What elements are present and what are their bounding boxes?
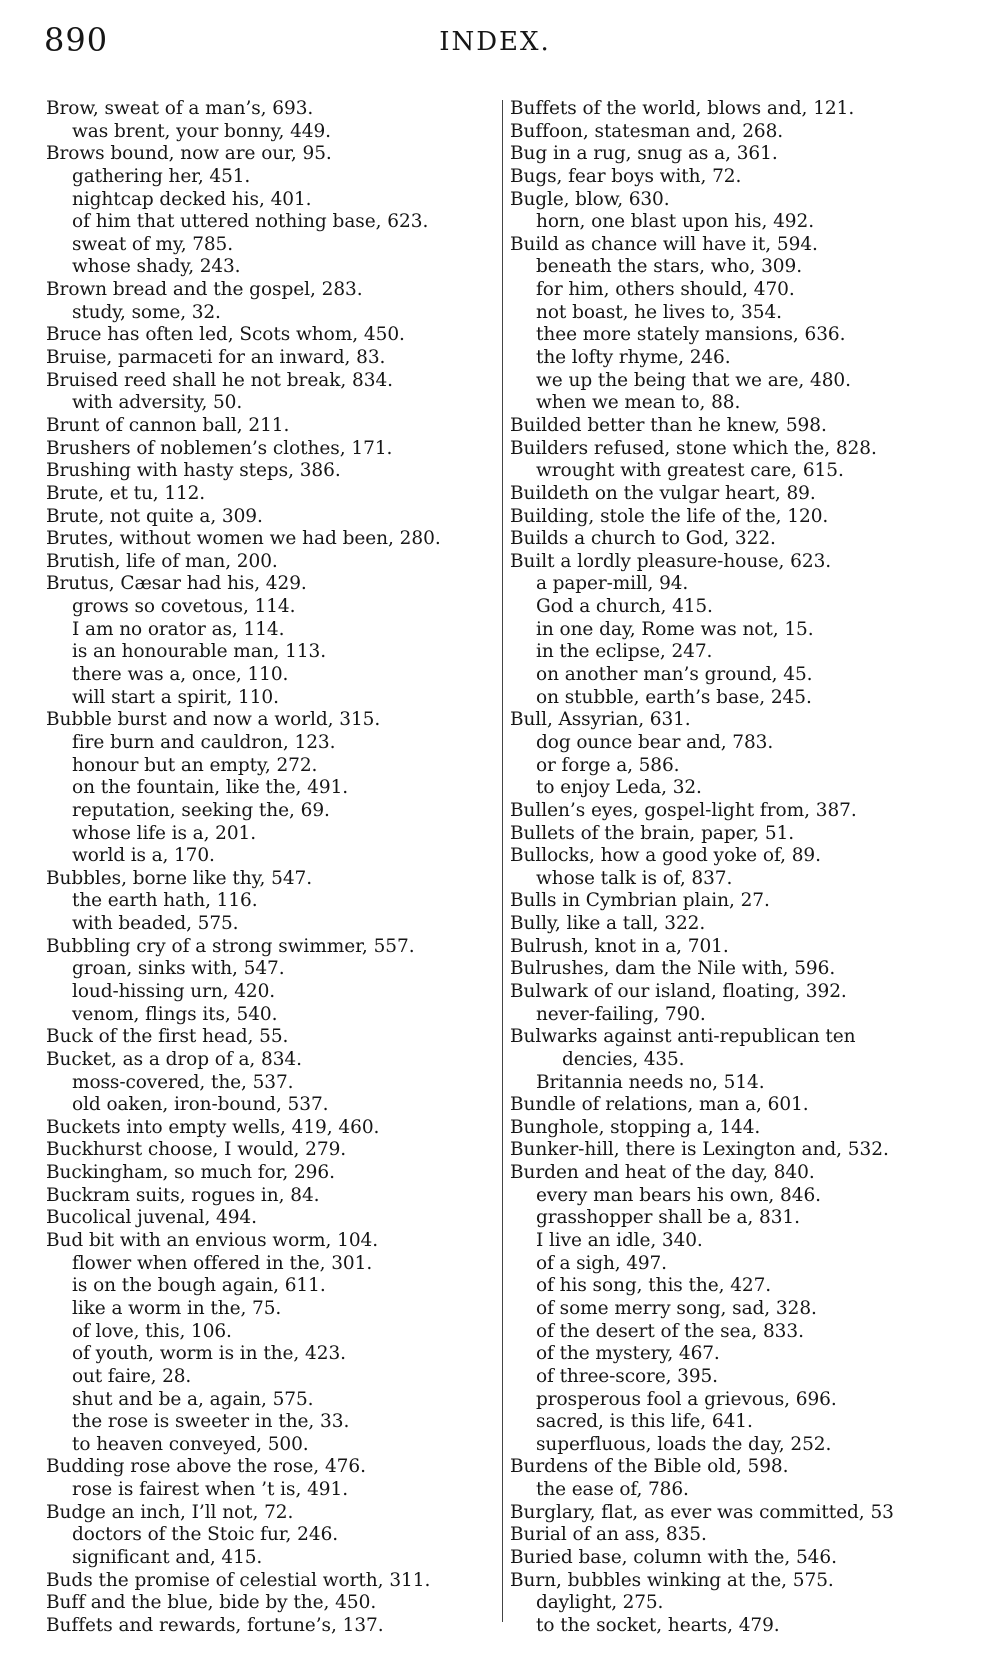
index-entry: Brunt of cannon ball, 211. [46, 414, 290, 436]
index-subentry: wrought with greatest care, 615. [536, 460, 844, 482]
index-subentry: old oaken, iron-bound, 537. [72, 1094, 329, 1116]
index-subentry: for him, others should, 470. [536, 279, 795, 301]
index-subentry: I am no orator as, 114. [72, 618, 285, 640]
index-subentry: in the eclipse, 247. [536, 641, 713, 663]
index-subentry: I live an idle, 340. [536, 1230, 703, 1252]
index-entry: Buckets into empty wells, 419, 460. [46, 1116, 380, 1138]
index-entry: Brushing with hasty steps, 386. [46, 460, 341, 482]
index-entry: Brown bread and the gospel, 283. [46, 279, 363, 301]
index-subentry: superfluous, loads the day, 252. [536, 1433, 832, 1455]
column-divider [502, 100, 503, 1622]
index-entry: Brutish, life of man, 200. [46, 550, 278, 572]
index-subentry: rose is fairest when ’t is, 491. [72, 1479, 349, 1501]
index-subentry: of three-score, 395. [536, 1365, 718, 1387]
index-subentry: out faire, 28. [72, 1365, 192, 1387]
index-subentry: reputation, seeking the, 69. [72, 799, 330, 821]
index-entry: Bucket, as a drop of a, 834. [46, 1048, 302, 1070]
index-subentry: world is a, 170. [72, 845, 215, 867]
index-entry: Buckram suits, rogues in, 84. [46, 1184, 320, 1206]
index-entry: Bubble burst and now a world, 315. [46, 709, 381, 731]
index-subentry: grows so covetous, 114. [72, 596, 296, 618]
index-subentry: of the mystery, 467. [536, 1343, 720, 1365]
page-number: 890 [44, 21, 109, 59]
index-subentry: grasshopper shall be a, 831. [536, 1207, 800, 1229]
index-entry: Bubbling cry of a strong swimmer, 557. [46, 935, 415, 957]
index-entry: Bugs, fear boys with, 72. [510, 165, 742, 187]
index-entry: Bruise, parmaceti for an inward, 83. [46, 347, 386, 369]
index-subentry: God a church, 415. [536, 596, 713, 618]
index-entry: Bugle, blow, 630. [510, 188, 670, 210]
index-column-left [46, 98, 504, 1638]
index-subentry: fire burn and cauldron, 123. [72, 731, 336, 753]
index-subentry: Britannia needs no, 514. [536, 1071, 765, 1093]
index-entry: Bubbles, borne like thy, 547. [46, 867, 313, 889]
index-subentry: on another man’s ground, 45. [536, 664, 813, 686]
index-subentry: prosperous fool a grievous, 696. [536, 1388, 837, 1410]
index-subentry: honour but an empty, 272. [72, 754, 318, 776]
index-subentry: was brent, your bonny, 449. [72, 120, 331, 142]
index-subentry: will start a spirit, 110. [72, 686, 279, 708]
index-entry: Budding rose above the rose, 476. [46, 1456, 366, 1478]
index-entry: Buckingham, so much for, 296. [46, 1162, 335, 1184]
index-entry: Bullen’s eyes, gospel-light from, 387. [510, 799, 857, 821]
index-subentry: to heaven conveyed, 500. [72, 1433, 309, 1455]
index-entry: Buffets and rewards, fortune’s, 137. [46, 1614, 384, 1636]
index-subentry: the rose is sweeter in the, 33. [72, 1411, 350, 1433]
index-subentry: with adversity, 50. [72, 392, 243, 414]
running-title: INDEX. [439, 27, 551, 57]
index-subentry: never-failing, 790. [536, 1003, 706, 1025]
index-subentry: a paper-mill, 94. [536, 573, 689, 595]
index-subentry: to the socket, hearts, 479. [536, 1614, 780, 1636]
index-subentry: dencies, 435. [562, 1048, 685, 1070]
index-entry: Brows bound, now are our, 95. [46, 143, 332, 165]
index-subentry: whose life is a, 201. [72, 822, 256, 844]
index-subentry: is on the bough again, 611. [72, 1275, 326, 1297]
index-entry: Bud bit with an envious worm, 104. [46, 1230, 379, 1252]
index-subentry: there was a, once, 110. [72, 664, 289, 686]
index-subentry: thee more stately mansions, 636. [536, 324, 846, 346]
index-entry: Brute, not quite a, 309. [46, 505, 263, 527]
page-header [44, 20, 946, 66]
index-subentry: venom, flings its, 540. [72, 1003, 278, 1025]
index-entry: Builders refused, stone which the, 828. [510, 437, 877, 459]
index-entry: Burglary, flat, as ever was committed, 53 [510, 1501, 894, 1523]
index-subentry: significant and, 415. [72, 1547, 263, 1568]
index-subentry: horn, one blast upon his, 492. [536, 211, 815, 233]
index-entry: Bulrush, knot in a, 701. [510, 935, 729, 957]
index-subentry: sacred, is this life, 641. [536, 1411, 753, 1433]
index-entry: Built a lordly pleasure-house, 623. [510, 550, 832, 572]
index-subentry: to enjoy Leda, 32. [536, 777, 702, 799]
index-entry: Buckhurst choose, I would, 279. [46, 1139, 347, 1161]
index-entry: Buried base, column with the, 546. [510, 1547, 837, 1568]
index-subentry: flower when offered in the, 301. [72, 1252, 373, 1274]
index-subentry: the lofty rhyme, 246. [536, 347, 731, 369]
index-subentry: of the desert of the sea, 833. [536, 1320, 804, 1342]
index-entry: Bulrushes, dam the Nile with, 596. [510, 958, 836, 980]
index-entry: Brushers of noblemen’s clothes, 171. [46, 437, 393, 459]
index-subentry: of a sigh, 497. [536, 1252, 667, 1274]
index-entry: Bullets of the brain, paper, 51. [510, 822, 795, 844]
index-entry: Buds the promise of celestial worth, 311. [46, 1569, 431, 1591]
index-subentry: with beaded, 575. [72, 913, 239, 935]
index-entry: Brutes, without women we had been, 280. [46, 528, 441, 550]
index-subentry: on the fountain, like the, 491. [72, 777, 349, 799]
index-subentry: when we mean to, 88. [536, 392, 741, 414]
index-subentry: we up the being that we are, 480. [536, 369, 851, 391]
index-subentry: doctors of the Stoic fur, 246. [72, 1524, 339, 1546]
index-entry: Buffoon, statesman and, 268. [510, 120, 784, 142]
index-entry: Bunker-hill, there is Lexington and, 532. [510, 1139, 889, 1161]
index-entry: Buffets of the world, blows and, 121. [510, 98, 855, 119]
index-column-right [510, 98, 960, 1638]
index-entry: Buildeth on the vulgar heart, 89. [510, 482, 816, 504]
index-entry: Bull, Assyrian, 631. [510, 709, 691, 731]
index-subentry: beneath the stars, who, 309. [536, 256, 803, 278]
index-subentry: gathering her, 451. [72, 165, 251, 187]
index-entry: Bulls in Cymbrian plain, 27. [510, 890, 770, 912]
index-entry: Burn, bubbles winking at the, 575. [510, 1569, 834, 1591]
index-entry: Bundle of relations, man a, 601. [510, 1094, 809, 1116]
index-entry: Burdens of the Bible old, 598. [510, 1456, 789, 1478]
index-subentry: of youth, worm is in the, 423. [72, 1343, 346, 1365]
index-entry: Bug in a rug, snug as a, 361. [510, 143, 778, 165]
index-entry: Bully, like a tall, 322. [510, 913, 706, 935]
index-subentry: on stubble, earth’s base, 245. [536, 686, 812, 708]
index-subentry: of some merry song, sad, 328. [536, 1297, 817, 1319]
index-entry: Brow, sweat of a man’s, 693. [46, 98, 314, 119]
index-entry: Buff and the blue, bide by the, 450. [46, 1592, 377, 1614]
index-entry: Bulwark of our island, floating, 392. [510, 980, 847, 1002]
index-subentry: daylight, 275. [536, 1592, 664, 1614]
index-entry: Builds a church to God, 322. [510, 528, 776, 550]
index-entry: Brutus, Cæsar had his, 429. [46, 573, 307, 595]
index-subentry: or forge a, 586. [536, 754, 680, 776]
index-entry: Bucolical juvenal, 494. [46, 1207, 257, 1229]
index-subentry: whose talk is of, 837. [536, 867, 733, 889]
index-entry: Builded better than he knew, 598. [510, 414, 827, 436]
index-entry: Bruce has often led, Scots whom, 450. [46, 324, 405, 346]
index-entry: Bulwarks against anti-republican ten [510, 1026, 856, 1048]
index-entry: Bunghole, stopping a, 144. [510, 1116, 761, 1138]
index-subentry: nightcap decked his, 401. [72, 188, 312, 210]
index-subentry: of his song, this the, 427. [536, 1275, 772, 1297]
index-entry: Bullocks, how a good yoke of, 89. [510, 845, 821, 867]
index-subentry: whose shady, 243. [72, 256, 241, 278]
index-subentry: in one day, Rome was not, 15. [536, 618, 814, 640]
index-subentry: is an honourable man, 113. [72, 641, 327, 663]
index-subentry: sweat of my, 785. [72, 233, 233, 255]
index-entry: Brute, et tu, 112. [46, 482, 206, 504]
index-subentry: the earth hath, 116. [72, 890, 258, 912]
index-entry: Buck of the first head, 55. [46, 1026, 289, 1048]
index-entry: Build as chance will have it, 594. [510, 233, 818, 255]
index-subentry: moss-covered, the, 537. [72, 1071, 294, 1093]
index-subentry: groan, sinks with, 547. [72, 958, 285, 980]
index-entry: Budge an inch, I’ll not, 72. [46, 1501, 294, 1523]
index-subentry: every man bears his own, 846. [536, 1184, 821, 1206]
index-subentry: like a worm in the, 75. [72, 1297, 282, 1319]
index-subentry: dog ounce bear and, 783. [536, 731, 774, 753]
index-subentry: shut and be a, again, 575. [72, 1388, 314, 1410]
index-subentry: not boast, he lives to, 354. [536, 301, 782, 323]
index-subentry: the ease of, 786. [536, 1479, 689, 1501]
index-subentry: study, some, 32. [72, 301, 221, 323]
index-entry: Building, stole the life of the, 120. [510, 505, 829, 527]
index-entry: Burden and heat of the day, 840. [510, 1162, 815, 1184]
index-entry: Bruised reed shall he not break, 834. [46, 369, 393, 391]
index-subentry: loud-hissing urn, 420. [72, 980, 276, 1002]
index-subentry: of him that uttered nothing base, 623. [72, 211, 429, 233]
index-entry: Burial of an ass, 835. [510, 1524, 707, 1546]
index-subentry: of love, this, 106. [72, 1320, 232, 1342]
